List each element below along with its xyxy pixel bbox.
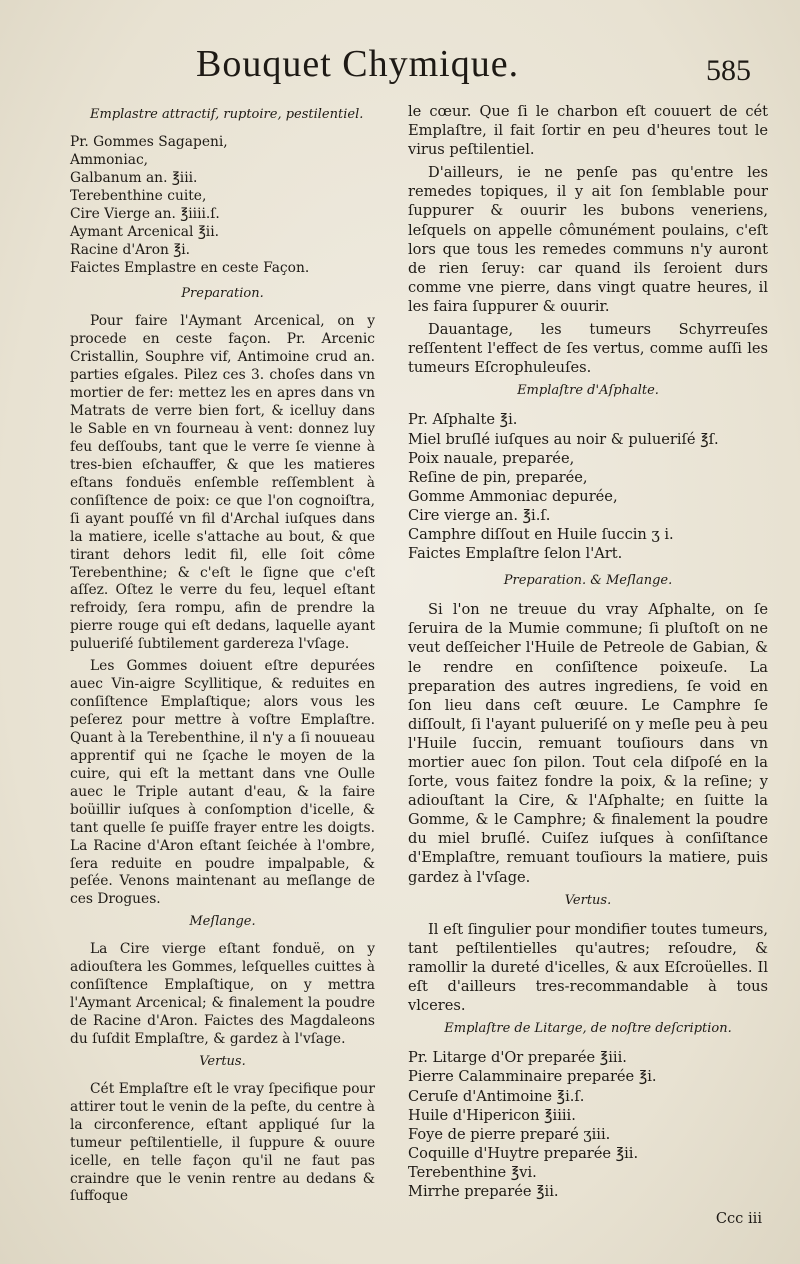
section-heading: Preparation. & Meſlange. — [503, 573, 673, 589]
paragraph: D'ailleurs, ie ne penſe pas qu'entre les remedes topiques, il y ait ſon ſemblable pour ſuppurer & ouurir les bubons veneriens, leſquels on appelle cômunément poulains, c'eſt lors que tous les remedes communs n'y auront de rien ſeruy: car quand ils ſeroient durs comme vne pierre, dans vingt quatre heures, il les faira ſuppurer & ouurir. — [408, 164, 768, 315]
section-heading: Vertus. — [564, 892, 612, 908]
section-heading: Meſlange. — [189, 914, 256, 930]
catchword: Ccc iii — [715, 1210, 762, 1228]
right-column — [408, 102, 768, 1228]
ingredient-line: Gomme Ammoniac depurée, — [408, 487, 618, 505]
ingredient-line: Foye de pierre preparé ʒiii. — [408, 1125, 611, 1143]
section-title: Emplaſtre de Litarge, de noſtre deſcription. — [444, 1021, 732, 1037]
section-title: Emplaſtre d'Aſphalte. — [517, 383, 659, 399]
ingredient-line: Faictes Emplastre en ceste Façon. — [70, 259, 310, 276]
paragraph: le cœur. Que ſi le charbon eſt couuert de cét Emplaſtre, il fait ſortir en peu d'heures tout le virus peſtilentiel. — [408, 103, 768, 159]
ingredient-line: Pr. Gommes Sagapeni, — [70, 133, 228, 150]
ingredient-list — [70, 134, 375, 278]
section-heading: Preparation. — [181, 286, 264, 302]
ingredient-line: Terebenthine cuite, — [70, 187, 207, 204]
ingredient-line: Ammoniac, — [70, 151, 149, 168]
ingredient-line: Galbanum an. ℥iii. — [70, 169, 198, 186]
left-column — [70, 102, 375, 1210]
ingredient-line: Pierre Calamminaire preparée ℥i. — [408, 1068, 657, 1086]
ingredient-line: Racine d'Aron ℥i. — [70, 241, 191, 258]
ingredient-line: Huile d'Hipericon ℥iiii. — [408, 1106, 576, 1124]
ingredient-line: Miel bruſlé iuſques au noir & pulueriſé ℥ſ. — [408, 430, 719, 448]
running-title: Bouquet Chymique. — [196, 43, 520, 85]
ingredient-line: Faictes Emplaſtre ſelon l'Art. — [408, 545, 623, 563]
ingredient-list — [408, 410, 768, 563]
page-number: 585 — [706, 54, 751, 87]
paragraph: Dauantage, les tumeurs Schyrreuſes reſſentent l'effect de ſes vertus, comme auſſi les tumeurs Eſcrophuleuſes. — [408, 321, 768, 377]
paragraph: Si l'on ne treuue du vray Aſphalte, on ſe ſeruira de la Mumie commune; ſi pluſtoſt on ne veut deſſeicher l'Huile de Petreole de Gabian, & le rendre en conſiſtence poixeuſe. La preparation des autres ingrediens, ſe void en ſon lieu dans ceſt œuure. Le Camphre ſe diſſoult, ſi l'ayant pulueriſé on y meſle peu à peu l'Huile ſuccin, remuant touſiours dans vn mortier auec ſon pilon. Tout cela diſpoſé en la ſorte, vous faitez fondre la poix, & la reſine; y adiouſtant la Cire, & l'Aſphalte; en ſuitte la Gomme, & le Camphre; & finalement la poudre du miel bruſlé. Cuiſez iuſques à conſiſtance d'Emplaſtre, remuant touſiours la matiere, puis gardez à l'vſage. — [408, 601, 768, 886]
paragraph: Il eſt ſingulier pour mondifier toutes tumeurs, tant peſtilentielles qu'autres; reſoudre, & ramollir la dureté d'icelles, & aux Eſcroüelles. Il eſt d'ailleurs tres-recommandable à tous vlceres. — [408, 920, 768, 1015]
ingredient-line: Aymant Arcenical ℥ii. — [70, 223, 220, 240]
paragraph: Les Gommes doiuent eſtre depurées auec Vin-aigre Scyllitique, & reduites en conſiſtence Emplaſtique; alors vous les peſerez pour mettre à voſtre Emplaſtre. Quant à la Terebenthine, il n'y a ſi nouueau apprentif qui ne ſçache le moyen de la cuire, qui eſt la mettant dans vne Oulle auec le Triple autant d'eau, & la faire boüillir iuſques à conſomption d'icelle, & tant quelle ſe puiſſe frayer entre les doigts. La Racine d'Aron eſtant ſeichée à l'ombre, ſera reduite en poudre impalpable, & peſée. Venons maintenant au meſlange de ces Drogues. — [70, 658, 375, 908]
ingredient-line: Pr. Aſphalte ℥i. — [408, 411, 518, 429]
ingredient-line: Ceruſe d'Antimoine ℥i.ſ. — [408, 1087, 585, 1105]
ingredient-line: Cire Vierge an. ℥iiii.ſ. — [70, 205, 220, 222]
section-heading: Vertus. — [199, 1053, 246, 1069]
ingredient-line: Coquille d'Huytre preparée ℥ii. — [408, 1144, 639, 1162]
paragraph: La Cire vierge eſtant fonduë, on y adiouſtera les Gommes, leſquelles cuittes à conſiſtence Emplaſtique, on y mettra l'Aymant Arcenical; & finalement la poudre de Racine d'Aron. Faictes des Magdaleons du ſuſdit Emplaſtre, & gardez à l'vſage. — [70, 941, 375, 1047]
ingredient-line: Camphre diſſout en Huile ſuccin ʒ i. — [408, 525, 674, 543]
ingredient-line: Reſine de pin, preparée, — [408, 468, 588, 486]
ingredient-line: Cire vierge an. ℥i.ſ. — [408, 506, 551, 524]
ingredient-line: Poix nauale, preparée, — [408, 449, 575, 467]
ingredient-line: Mirrhe preparée ℥ii. — [408, 1182, 559, 1200]
ingredient-line: Pr. Litarge d'Or preparée ℥iii. — [408, 1049, 627, 1067]
ingredient-line: Terebenthine ℥vi. — [408, 1163, 537, 1181]
section-title: Emplastre attractif, ruptoire, pestilentiel. — [90, 107, 364, 122]
ingredient-list — [408, 1048, 768, 1201]
paragraph: Cét Emplaſtre eſt le vray ſpecifique pour attirer tout le venin de la peſte, du centre à la circonference, eſtant appliqué ſur la tumeur peſtilentielle, il ſuppure & ouure icelle, en telle façon qu'il ne faut pas craindre que le venin rentre au dedans & ſuffoque — [70, 1080, 375, 1205]
page-header — [0, 42, 800, 98]
paragraph: Pour faire l'Aymant Arcenical, on y procede en ceste façon. Pr. Arcenic Cristallin, Souphre vif, Antimoine crud an. parties eſgales. Pilez ces 3. choſes dans vn mortier de fer: mettez les en apres dans vn Matrats de verre bien fort, & icelluy dans le Sable en vn fourneau à vent: donnez luy feu deſſoubs, tant que le verre ſe vienne à tres-bien eſchauffer, & que les matieres eſtans fonduës enſemble reſſemblent à conſiſtence de poix: ce que l'on cognoiſtra, ſi ayant pouſſé vn fil d'Archal iuſques dans la matiere, icelle s'attache au bout, & que tirant dehors ledit fil, elle ſoit côme Terebenthine; & c'eſt le ſigne que c'eſt aſſez. Oſtez le verre du feu, lequel eſtant refroidy, ſera rompu, afin de prendre la pierre rouge qui eſt dedans, laquelle ayant pulueriſé ſubtilement gardereza l'vſage. — [70, 313, 375, 653]
